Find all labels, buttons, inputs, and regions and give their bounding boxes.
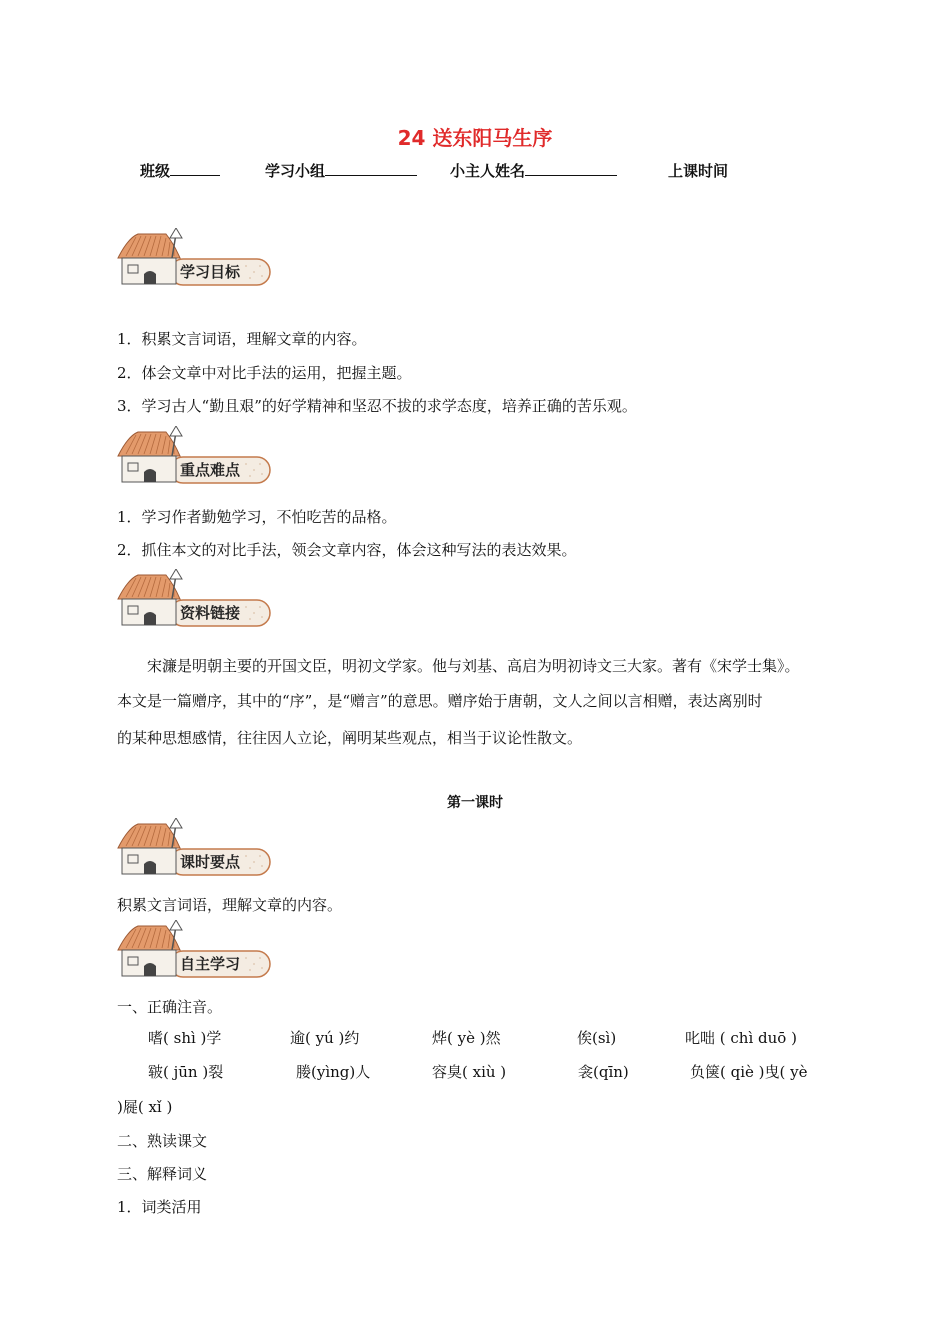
page-title: 24 送东阳马生序 bbox=[397, 126, 553, 150]
section-badge-self-study bbox=[114, 920, 274, 982]
name-blank[interactable] bbox=[525, 161, 617, 176]
question-3-1: 1．词类活用 bbox=[117, 1198, 202, 1216]
section-title-self-study: 自主学习 bbox=[180, 955, 241, 973]
pinyin-item: 容臭( xiù ) bbox=[432, 1063, 507, 1081]
resource-paragraph-line: 本文是一篇赠序，其中的“序”，是“赠言”的意思。赠序始于唐朝，文人之间以言相赠，表达离别时 bbox=[117, 692, 763, 710]
question-1: 一、正确注音。 bbox=[117, 998, 223, 1016]
goal-item: 3．学习古人“勤且艰”的好学精神和坚忍不拔的求学态度，培养正确的苦乐观。 bbox=[117, 397, 637, 415]
key-point-item: 2．抓住本文的对比手法，领会文章内容，体会这种写法的表达效果。 bbox=[117, 541, 577, 559]
class-blank[interactable] bbox=[170, 161, 220, 176]
section-badge-resources bbox=[114, 569, 274, 631]
name-field bbox=[450, 160, 617, 181]
pinyin-item: 皲( jūn )裂 bbox=[148, 1063, 224, 1081]
class-field bbox=[140, 160, 220, 181]
section-title-lesson-points: 课时要点 bbox=[180, 853, 241, 871]
pinyin-item: 俟(sì) bbox=[577, 1029, 617, 1047]
pinyin-item: 嗜( shì )学 bbox=[148, 1029, 222, 1047]
pinyin-item: 衾(qīn) bbox=[578, 1063, 629, 1081]
resource-paragraph-line: 的某种思想感情，往往因人立论，阐明某些观点，相当于议论性散文。 bbox=[117, 729, 583, 747]
pinyin-item: 叱咄 ( chì duō ) bbox=[685, 1029, 797, 1047]
section-title-key-points: 重点难点 bbox=[180, 461, 241, 479]
group-field bbox=[265, 160, 417, 181]
section-badge-lesson-points bbox=[114, 818, 274, 880]
pinyin-item: )屣( xǐ ) bbox=[117, 1098, 173, 1116]
name-label: 小主人姓名 bbox=[450, 162, 526, 180]
pinyin-item: 烨( yè )然 bbox=[432, 1029, 501, 1047]
group-label: 学习小组 bbox=[265, 162, 326, 180]
key-point-item: 1．学习作者勤勉学习，不怕吃苦的品格。 bbox=[117, 508, 397, 526]
pinyin-item: 逾( yú )约 bbox=[290, 1029, 360, 1047]
resource-paragraph-line: 宋濂是明朝主要的开国文臣，明初文学家。他与刘基、高启为明初诗文三大家。著有《宋学士集》。 bbox=[117, 657, 800, 675]
lesson-heading: 第一课时 bbox=[447, 795, 503, 811]
goal-item: 2．体会文章中对比手法的运用，把握主题。 bbox=[117, 364, 412, 382]
section-badge-key-points bbox=[114, 426, 274, 488]
class-label: 班级 bbox=[140, 162, 171, 180]
goal-item: 1．积累文言词语，理解文章的内容。 bbox=[117, 330, 367, 348]
section-title-resources: 资料链接 bbox=[180, 604, 241, 622]
question-2: 二、熟读课文 bbox=[117, 1132, 208, 1150]
pinyin-item: 负箧( qiè )曳( yè bbox=[690, 1063, 808, 1081]
question-3: 三、解释词义 bbox=[117, 1165, 208, 1183]
time-label: 上课时间 bbox=[668, 162, 729, 180]
lesson-points-text: 积累文言词语，理解文章的内容。 bbox=[117, 896, 343, 914]
group-blank[interactable] bbox=[325, 161, 417, 176]
section-title-goals: 学习目标 bbox=[180, 263, 241, 281]
section-badge-goals bbox=[114, 228, 274, 290]
pinyin-item: 媵(yìng)人 bbox=[296, 1063, 371, 1081]
